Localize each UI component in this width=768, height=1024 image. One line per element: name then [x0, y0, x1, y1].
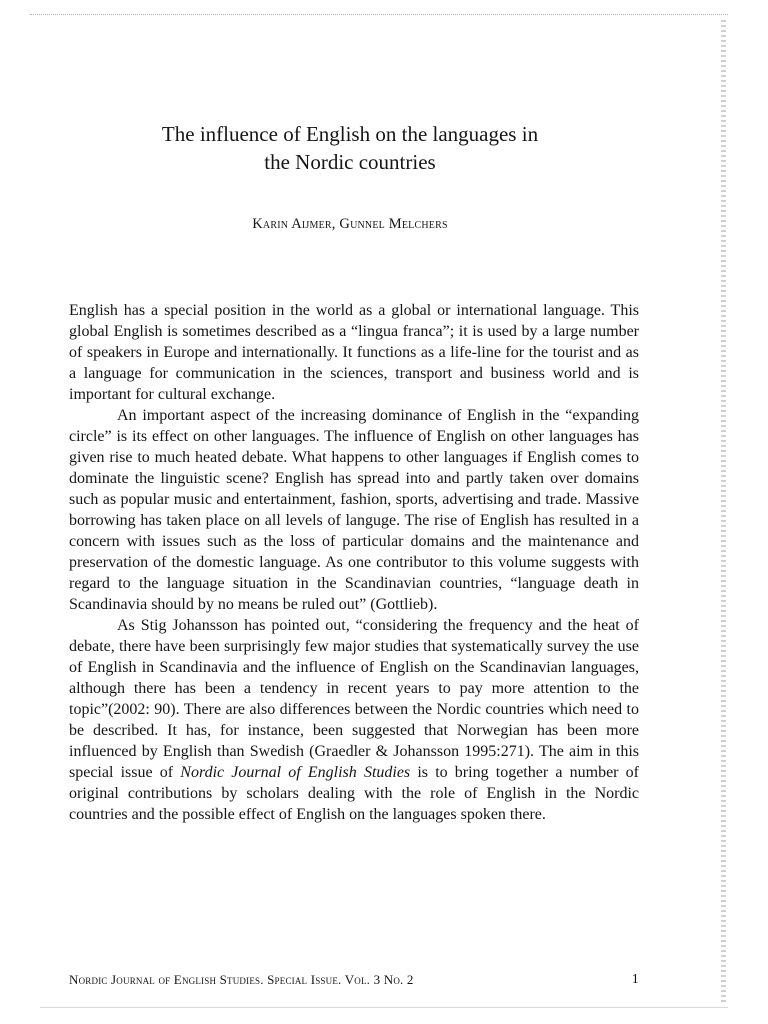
page-footer [69, 972, 639, 988]
article-title [90, 120, 610, 176]
paragraph-3-text-before: As Stig Johansson has pointed out, “considering the frequency and the heat of debate, there have been surprisingly few major studies that systematically survey the use of English in Scandinavia and the influence of English on the Scandinavian languages, although there has been a tendency in recent years to pay more attention to the topic”(2002: 90). There are also differences between the Nordic countries which need to be described. It has, for instance, been suggested that Norwegian has been more influenced by English than Swedish (Graedler & Johansson 1995:271). The aim in this special issue of [69, 617, 639, 781]
article-body [69, 300, 639, 825]
paragraph-3-text-after: is to bring together a number of original contributions by scholars dealing with the role of English in the Nordic countries and the possible effect of English on the languages spoken there. [69, 764, 640, 823]
article-title-line-2: the Nordic countries [264, 150, 436, 174]
article-title-line-1: The influence of English on the languages in [161, 122, 539, 146]
scan-edge-bottom [40, 1007, 728, 1008]
page-number: 1 [631, 972, 639, 987]
scan-edge-right [721, 20, 726, 1004]
article-authors: Karin Aijmer, Gunnel Melchers [252, 216, 448, 232]
paragraph-1: English has a special position in the world as a global or international language. This global English is sometimes described as a “lingua franca”; it is used by a large number of speakers in Europe and internationally. It functions as a life-line for the tourist and as a language for communication in the sciences, transport and business world and is important for cultural exchange. [69, 302, 639, 403]
paragraph-2: An important aspect of the increasing dominance of English in the “expanding circle” is its effect on other languages. The influence of English on other languages has given rise to much heated debate. What happens to other languages if English comes to dominate the linguistic scene? English has spread into and partly taken over domains such as popular music and entertainment, fashion, sports, advertising and trade. Massive borrowing has taken place on all levels of languge. The rise of English has resulted in a concern with issues such as the loss of particular domains and the maintenance and preservation of the domestic language. As one contributor to this volume suggests with regard to the language situation in the Scandinavian countries, “language death in Scandinavia should by no means be ruled out” (Gottlieb). [69, 407, 639, 613]
paragraph-3 [69, 615, 639, 825]
journal-name-italic: Nordic Journal of English Studies [180, 764, 411, 781]
running-head: Nordic Journal of English Studies. Special Issue. Vol. 3 No. 2 [69, 972, 414, 987]
scan-edge-top [30, 14, 728, 15]
